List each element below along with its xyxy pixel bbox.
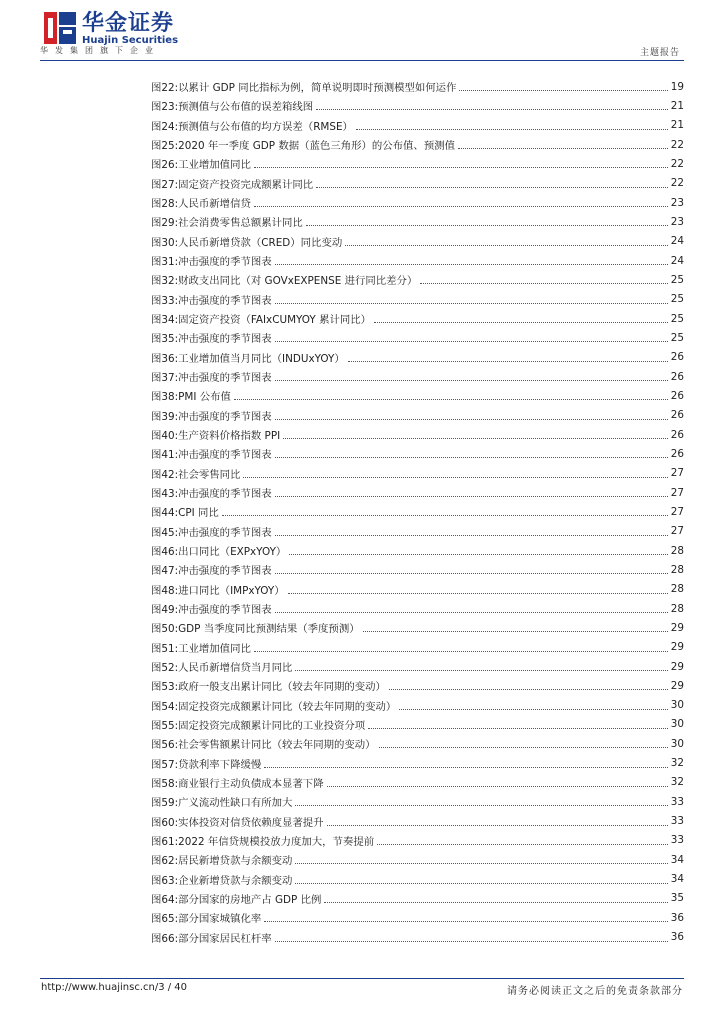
page-number: 33 — [670, 834, 684, 847]
page-number: 26 — [670, 370, 684, 383]
figure-title: 固定资产投资完成额累计同比 — [178, 178, 314, 191]
figure-title: 冲击强度的季节图表 — [178, 488, 272, 501]
page-number: 27 — [670, 525, 684, 538]
dot-leader — [275, 573, 668, 574]
dot-leader — [399, 709, 667, 710]
figure-label: 图47: — [151, 565, 179, 578]
dot-leader — [275, 457, 668, 458]
logo-english-name: Huajin Securities — [82, 35, 179, 46]
figure-label: 图31: — [151, 256, 179, 269]
dot-leader — [316, 187, 668, 188]
dot-leader — [389, 689, 668, 690]
page-number: 29 — [670, 641, 684, 654]
figure-label: 图28: — [151, 198, 179, 211]
group-tagline: 华发集团旗下企业 — [40, 46, 160, 55]
figure-title: 生产资料价格指数 PPI — [178, 430, 281, 443]
page-number: 22 — [670, 157, 684, 170]
dot-leader — [324, 902, 667, 903]
figure-label: 图35: — [151, 333, 179, 346]
figure-title: 以累计 GDP 同比指标为例，简单说明即时预测模型如何运作 — [178, 82, 457, 95]
dot-leader — [379, 747, 668, 748]
toc-entry[interactable] — [151, 386, 684, 405]
figure-title: 冲击强度的季节图表 — [178, 449, 272, 462]
figure-title: 工业增加值当月同比（INDUxYOY） — [178, 352, 345, 365]
dot-leader — [275, 612, 668, 613]
figure-label: 图52: — [151, 662, 179, 674]
figure-title: 预测值与公布值的误差箱线图 — [178, 101, 314, 114]
figure-label: 图61: — [151, 835, 179, 848]
toc-entry[interactable] — [151, 193, 684, 212]
toc-entry[interactable] — [151, 212, 684, 231]
dot-leader — [254, 167, 668, 168]
page-header — [0, 0, 724, 64]
page-number: 27 — [670, 486, 684, 499]
figure-title: 冲击强度的季节图表 — [178, 410, 272, 423]
dot-leader — [356, 129, 668, 130]
toc-entry[interactable] — [151, 348, 684, 367]
dot-leader — [295, 863, 667, 864]
figure-label: 图32: — [151, 275, 179, 288]
dot-leader — [283, 438, 668, 439]
toc-entry[interactable] — [151, 715, 684, 734]
figure-label: 图26: — [151, 159, 179, 172]
figure-label: 图37: — [151, 372, 179, 385]
page-number: 25 — [670, 273, 684, 286]
figure-label: 图62: — [151, 855, 179, 868]
figure-label: 图23: — [151, 101, 179, 114]
toc-entry[interactable] — [151, 270, 684, 289]
toc-entry[interactable] — [151, 309, 684, 328]
dot-leader — [327, 825, 668, 826]
dot-leader — [327, 786, 668, 787]
figure-label: 图42: — [151, 468, 179, 481]
toc-entry[interactable] — [151, 792, 684, 811]
figure-label: 图45: — [151, 526, 179, 539]
page-number: 21 — [670, 99, 684, 112]
page-number: 24 — [670, 254, 684, 267]
figure-title: 冲击强度的季节图表 — [178, 333, 272, 346]
figure-label: 图43: — [151, 488, 179, 501]
dot-leader — [420, 283, 667, 284]
dot-leader — [275, 380, 668, 381]
page-number: 28 — [670, 583, 684, 596]
toc-entry[interactable] — [151, 599, 684, 618]
page-number: 21 — [670, 119, 684, 132]
toc-entry[interactable] — [151, 696, 684, 715]
toc-entry[interactable] — [151, 638, 684, 657]
dot-leader — [222, 515, 668, 516]
figure-title: 贷款利率下降缓慢 — [178, 758, 262, 771]
figure-label: 图29: — [151, 217, 179, 230]
footer-divider — [40, 978, 684, 979]
dot-leader — [264, 767, 668, 768]
figure-label: 图24: — [151, 120, 179, 133]
dot-leader — [295, 805, 667, 806]
figure-label: 图55: — [151, 719, 179, 732]
toc-entry[interactable] — [151, 753, 684, 772]
toc-entry[interactable] — [151, 908, 684, 927]
figure-title: 广义流动性缺口有所加大 — [178, 797, 293, 810]
dot-leader — [243, 477, 667, 478]
page-number: 29 — [670, 679, 684, 692]
page-number: 32 — [670, 757, 684, 770]
figure-label: 图33: — [151, 294, 179, 307]
figure-title: 2020 年一季度 GDP 数据（蓝色三角形）的公布值、预测值 — [178, 140, 455, 153]
figure-title: 预测值与公布值的均方误差（RMSE） — [178, 120, 353, 133]
page-number: 26 — [670, 351, 684, 364]
dot-leader — [295, 883, 667, 884]
dot-leader — [264, 921, 668, 922]
figure-title: 冲击强度的季节图表 — [178, 294, 272, 307]
figure-label: 图50: — [151, 623, 179, 636]
figure-label: 图46: — [151, 546, 179, 559]
dot-leader — [275, 303, 668, 304]
dot-leader — [275, 535, 668, 536]
figure-label: 图58: — [151, 777, 179, 790]
figure-title: 人民币新增信贷 — [178, 198, 251, 211]
figure-title: 政府一般支出累计同比（较去年同期的变动） — [178, 681, 386, 694]
figure-title: 财政支出同比（对 GOVxEXPENSE 进行同比差分） — [178, 275, 418, 288]
figure-title: 冲击强度的季节图表 — [178, 372, 272, 385]
figure-title: 固定投资完成额累计同比（较去年同期的变动） — [178, 700, 397, 713]
figure-title: 社会零售额累计同比（较去年同期的变动） — [178, 739, 376, 752]
toc-entry[interactable] — [151, 676, 684, 695]
page-number: 25 — [670, 331, 684, 344]
figure-label: 图51: — [151, 642, 179, 655]
page-number: 28 — [670, 544, 684, 557]
figure-label: 图54: — [151, 700, 179, 713]
figure-title: 部分国家的房地产占 GDP 比例 — [178, 893, 322, 906]
logo-chinese-name: 华金证券 — [82, 11, 175, 36]
figure-title: 工业增加值同比 — [178, 159, 251, 172]
toc-entry[interactable] — [151, 889, 684, 908]
figure-label: 图40: — [151, 430, 179, 443]
huajin-logo-icon — [44, 12, 76, 44]
dot-leader — [459, 90, 667, 91]
figure-title: 进口同比（IMPxYOY） — [178, 584, 285, 597]
toc-entry[interactable] — [151, 96, 684, 115]
dot-leader — [289, 554, 667, 555]
figure-title: GDP 当季度同比预测结果（季度预测） — [178, 623, 360, 636]
page-number: 26 — [670, 447, 684, 460]
page-number: 29 — [670, 621, 684, 634]
figure-label: 图39: — [151, 410, 179, 423]
figure-title: 2022 年信贷规模投放力度加大，节奏提前 — [178, 835, 375, 848]
footer-url-page[interactable]: http://www.huajinsc.cn/3 / 40 — [41, 982, 188, 993]
toc-entry[interactable] — [151, 444, 684, 463]
page-number: 28 — [670, 602, 684, 615]
figure-label: 图41: — [151, 449, 179, 462]
figure-title: 实体投资对信贷依赖度显著提升 — [178, 816, 324, 829]
page-number: 22 — [670, 138, 684, 151]
page-number: 26 — [670, 389, 684, 402]
figure-label: 图49: — [151, 604, 179, 617]
figure-title: 社会零售同比 — [178, 468, 241, 481]
toc-entry[interactable] — [151, 541, 684, 560]
toc-entry[interactable] — [151, 483, 684, 502]
page-number: 28 — [670, 563, 684, 576]
figure-title: 人民币新增贷款（CRED）同比变动 — [178, 236, 343, 249]
dot-leader — [368, 728, 668, 729]
report-type: 主题报告 — [639, 48, 680, 58]
figure-label: 图22: — [151, 82, 179, 95]
page-number: 34 — [670, 853, 684, 866]
dot-leader — [345, 245, 668, 246]
figure-label: 图30: — [151, 236, 179, 249]
toc-entry[interactable] — [151, 522, 684, 541]
figure-label: 图38: — [151, 391, 179, 404]
dot-leader — [275, 941, 668, 942]
figure-label: 图65: — [151, 913, 179, 926]
figure-label: 图59: — [151, 797, 179, 810]
dot-leader — [288, 593, 668, 594]
toc-entry[interactable] — [151, 154, 684, 173]
dot-leader — [316, 109, 668, 110]
toc-entry[interactable] — [151, 464, 684, 483]
figure-title: CPI 同比 — [178, 507, 219, 520]
toc-entry[interactable] — [151, 773, 684, 792]
figure-label: 图25: — [151, 140, 179, 153]
disclaimer-note: 请务必阅读正文之后的免责条款部分 — [507, 986, 683, 997]
toc-entry[interactable] — [151, 251, 684, 270]
dot-leader — [275, 341, 668, 342]
dot-leader — [458, 148, 668, 149]
page-number: 26 — [670, 428, 684, 441]
figure-title: 固定资产投资（FAIxCUMYOY 累计同比） — [178, 314, 372, 327]
figure-title: 企业新增贷款与余额变动 — [178, 874, 293, 887]
page-number: 36 — [670, 911, 684, 924]
toc-entry[interactable] — [151, 618, 684, 637]
dot-leader — [363, 631, 668, 632]
figure-label: 图53: — [151, 681, 179, 694]
dot-leader — [306, 225, 668, 226]
page-number: 29 — [670, 660, 684, 673]
page-number: 22 — [670, 177, 684, 190]
dot-leader — [377, 844, 668, 845]
figure-label: 图60: — [151, 816, 179, 829]
toc-entry[interactable] — [151, 116, 684, 135]
toc-entry[interactable] — [151, 869, 684, 888]
toc-entry[interactable] — [151, 502, 684, 521]
page-number: 24 — [670, 235, 684, 248]
toc-entry[interactable] — [151, 328, 684, 347]
figure-list — [151, 77, 684, 947]
toc-entry[interactable] — [151, 425, 684, 444]
header-divider — [40, 60, 684, 61]
page-number: 36 — [670, 931, 684, 944]
dot-leader — [348, 361, 668, 362]
toc-entry[interactable] — [151, 135, 684, 154]
page-number: 35 — [670, 892, 684, 905]
dot-leader — [254, 651, 668, 652]
page-number: 19 — [670, 80, 684, 93]
dot-leader — [374, 322, 668, 323]
figure-label: 图34: — [151, 314, 179, 327]
toc-entry[interactable] — [151, 406, 684, 425]
page-number: 23 — [670, 215, 684, 228]
figure-title: 出口同比（EXPxYOY） — [178, 546, 287, 559]
toc-entry[interactable] — [151, 580, 684, 599]
figure-label: 图56: — [151, 739, 179, 752]
figure-label: 图63: — [151, 874, 179, 887]
figure-title: 工业增加值同比 — [178, 642, 251, 655]
figure-label: 图48: — [151, 584, 179, 597]
page-number: 34 — [670, 873, 684, 886]
dot-leader — [254, 206, 668, 207]
figure-label: 图44: — [151, 507, 179, 520]
figure-title: 人民币新增信贷当月同比 — [178, 662, 293, 674]
huajin-logo — [44, 12, 194, 44]
page-number: 23 — [670, 196, 684, 209]
page-number: 25 — [670, 293, 684, 306]
figure-label: 图64: — [151, 893, 179, 906]
figure-title: 固定投资完成额累计同比的工业投资分项 — [178, 719, 366, 732]
figure-label: 图57: — [151, 758, 179, 771]
page-number: 25 — [670, 312, 684, 325]
figure-title: 冲击强度的季节图表 — [178, 256, 272, 269]
toc-entry[interactable] — [151, 734, 684, 753]
figure-title: 社会消费零售总额累计同比 — [178, 217, 303, 230]
page-number: 30 — [670, 699, 684, 712]
dot-leader — [275, 264, 668, 265]
figure-title: PMI 公布值 — [178, 391, 231, 404]
page-number: 33 — [670, 815, 684, 828]
page-number: 30 — [670, 718, 684, 731]
figure-title: 部分国家居民杠杆率 — [178, 932, 272, 945]
figure-label: 图66: — [151, 932, 179, 945]
figure-label: 图36: — [151, 352, 179, 365]
toc-entry[interactable] — [151, 811, 684, 830]
page-number: 26 — [670, 409, 684, 422]
figure-title: 商业银行主动负债成本显著下降 — [178, 777, 324, 790]
toc-entry[interactable] — [151, 367, 684, 386]
toc-entry[interactable] — [151, 77, 684, 96]
figure-title: 部分国家城镇化率 — [178, 913, 262, 926]
toc-entry[interactable] — [151, 232, 684, 251]
page-number: 33 — [670, 795, 684, 808]
toc-entry[interactable] — [151, 927, 684, 946]
figure-title: 冲击强度的季节图表 — [178, 604, 272, 617]
dot-leader — [275, 496, 668, 497]
toc-entry[interactable] — [151, 174, 684, 193]
figure-title: 居民新增贷款与余额变动 — [178, 855, 293, 868]
page-number: 30 — [670, 737, 684, 750]
page-number: 27 — [670, 467, 684, 480]
dot-leader — [295, 670, 667, 671]
figure-title: 冲击强度的季节图表 — [178, 565, 272, 578]
toc-entry[interactable] — [151, 560, 684, 579]
dot-leader — [234, 399, 668, 400]
toc-entry[interactable] — [151, 850, 684, 869]
toc-entry[interactable] — [151, 831, 684, 850]
page-number: 27 — [670, 505, 684, 518]
figure-title: 冲击强度的季节图表 — [178, 526, 272, 539]
toc-entry[interactable] — [151, 290, 684, 309]
figure-label: 图27: — [151, 178, 179, 191]
dot-leader — [275, 419, 668, 420]
toc-entry[interactable] — [151, 657, 684, 676]
page-number: 32 — [670, 776, 684, 789]
